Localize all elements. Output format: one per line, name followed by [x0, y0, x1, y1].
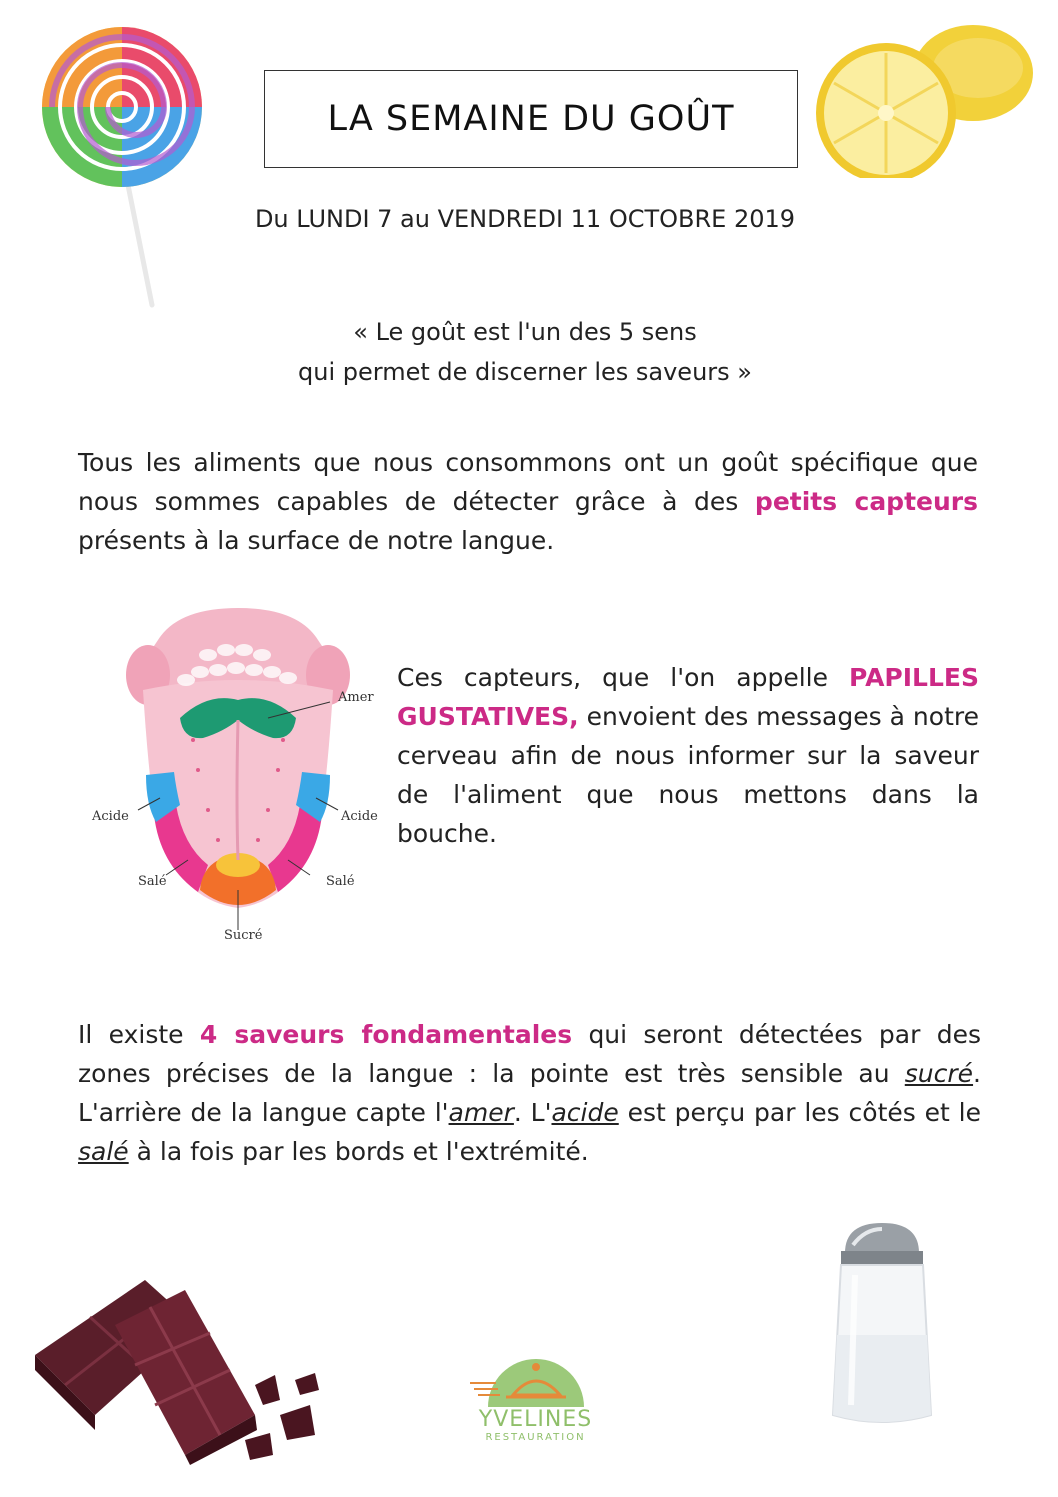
lollipop-image: [30, 15, 210, 315]
word-amer: amer: [448, 1098, 514, 1127]
word-acide: acide: [551, 1098, 619, 1127]
quote-line-2: qui permet de discerner les saveurs »: [298, 358, 752, 386]
page-title: LA SEMAINE DU GOÛT: [327, 99, 735, 139]
title-box: [264, 70, 798, 168]
intro-paragraph: Tous les aliments que nous consommons ont un goût spécifique que nous sommes capables de détecter grâce à des petits capteurs présents à la surface de notre langue.: [78, 448, 978, 555]
quote: [200, 312, 850, 392]
event-dates: Du LUNDI 7 au VENDREDI 11 OCTOBRE 2019: [254, 205, 796, 233]
word-sale: salé: [78, 1137, 129, 1166]
highlight-papilles: PAPILLES GUSTATIVES,: [397, 663, 979, 731]
label-acide-left: Acide: [92, 809, 129, 824]
label-sale-left: Salé: [138, 874, 167, 889]
salt-shaker-image: [825, 1215, 940, 1430]
yvelines-restauration-logo: [468, 1345, 603, 1455]
logo-sub: RESTAURATION: [485, 1432, 586, 1443]
chocolate-image: [25, 1265, 335, 1465]
lemon-image: [808, 18, 1038, 178]
highlight-4-saveurs: 4 saveurs fondamentales: [199, 1020, 573, 1049]
papilles-paragraph: Ces capteurs, que l'on appelle PAPILLES GUSTATIVES, envoient des messages à notre cerveau afin de nous informer sur la saveur de l'aliment que nous mettons dans la bouche.: [397, 663, 979, 848]
tongue-diagram: [88, 600, 388, 950]
word-sucre: sucré: [904, 1059, 974, 1088]
highlight-petits-capteurs: petits capteurs: [754, 487, 978, 516]
label-sucre: Sucré: [224, 928, 263, 943]
label-acide-right: Acide: [341, 809, 378, 824]
saveurs-paragraph: Il existe 4 saveurs fondamentales qui seront détectées par des zones précises de la langue : la pointe est très sensible au sucré. L'arrière de la langue capte l'amer. L'acide est perçu par les côtés et le salé à la fois par les bords et l'extrémité.: [78, 1020, 981, 1166]
logo-name: YVELINES: [478, 1407, 593, 1432]
quote-line-1: « Le goût est l'un des 5 sens: [353, 318, 697, 346]
label-amer: Amer: [338, 690, 374, 705]
label-sale-right: Salé: [326, 874, 355, 889]
